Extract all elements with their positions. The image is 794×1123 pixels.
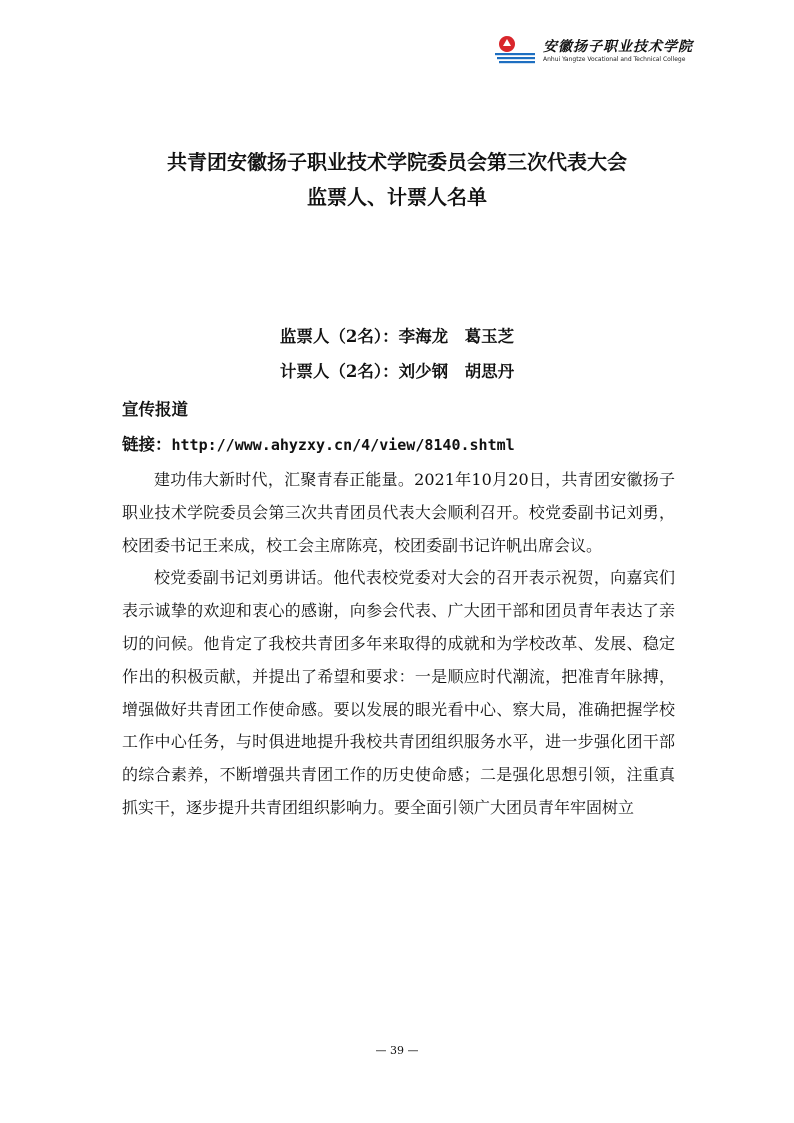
page-number: — 39 — xyxy=(375,1044,419,1057)
report-link-line xyxy=(122,431,515,455)
report-heading: 宣传报道 xyxy=(122,400,188,419)
logo-chinese-name: 安徽扬子职业技术学院 xyxy=(543,39,693,55)
logo-english-name: Anhui Yangtze Vocational and Technical College xyxy=(543,56,686,63)
report-link[interactable]: http://www.ahyzxy.cn/4/view/8140.shtml xyxy=(171,436,515,454)
report-body xyxy=(122,464,675,825)
college-logo xyxy=(493,32,693,72)
link-label: 链接： xyxy=(122,435,172,454)
college-emblem-icon xyxy=(493,32,537,66)
document-title-line-2: 监票人、计票人名单 xyxy=(307,185,487,209)
counters-line: 计票人（2名）：刘少钢 胡思丹 xyxy=(279,362,515,381)
paragraph: 校党委副书记刘勇讲话。他代表校党委对大会的召开表示祝贺，向嘉宾们表示诚挚的欢迎和衷心的感谢，向参会代表、广大团干部和团员青年表达了亲切的问候。他肯定了我校共青团多年来取得的成就和为学校改革、发展、稳定作出的积极贡献，并提出了希望和要求：一是顺应时代潮流，把准青年脉搏，增强做好共青团工作使命感。要以发展的眼光看中心、察大局，准确把握学校工作中心任务，与时俱进地提升我校共青团组织服务水平，进一步强化团干部的综合素养，不断增强共青团工作的历史使命感；二是强化思想引领，注重真抓实干，逐步提升共青团组织影响力。要全面引领广大团员青年牢固树立 xyxy=(122,568,675,817)
paragraph: 建功伟大新时代，汇聚青春正能量。2021年10月20日，共青团安徽扬子职业技术学院委员会第三次共青团员代表大会顺利召开。校党委副书记刘勇，校团委书记王来成，校工会主席陈亮，校团委副书记许帆出席会议。 xyxy=(122,470,675,555)
supervisors-line: 监票人（2名）：李海龙 葛玉芝 xyxy=(279,327,515,346)
document-title-line-1: 共青团安徽扬子职业技术学院委员会第三次代表大会 xyxy=(167,150,627,174)
